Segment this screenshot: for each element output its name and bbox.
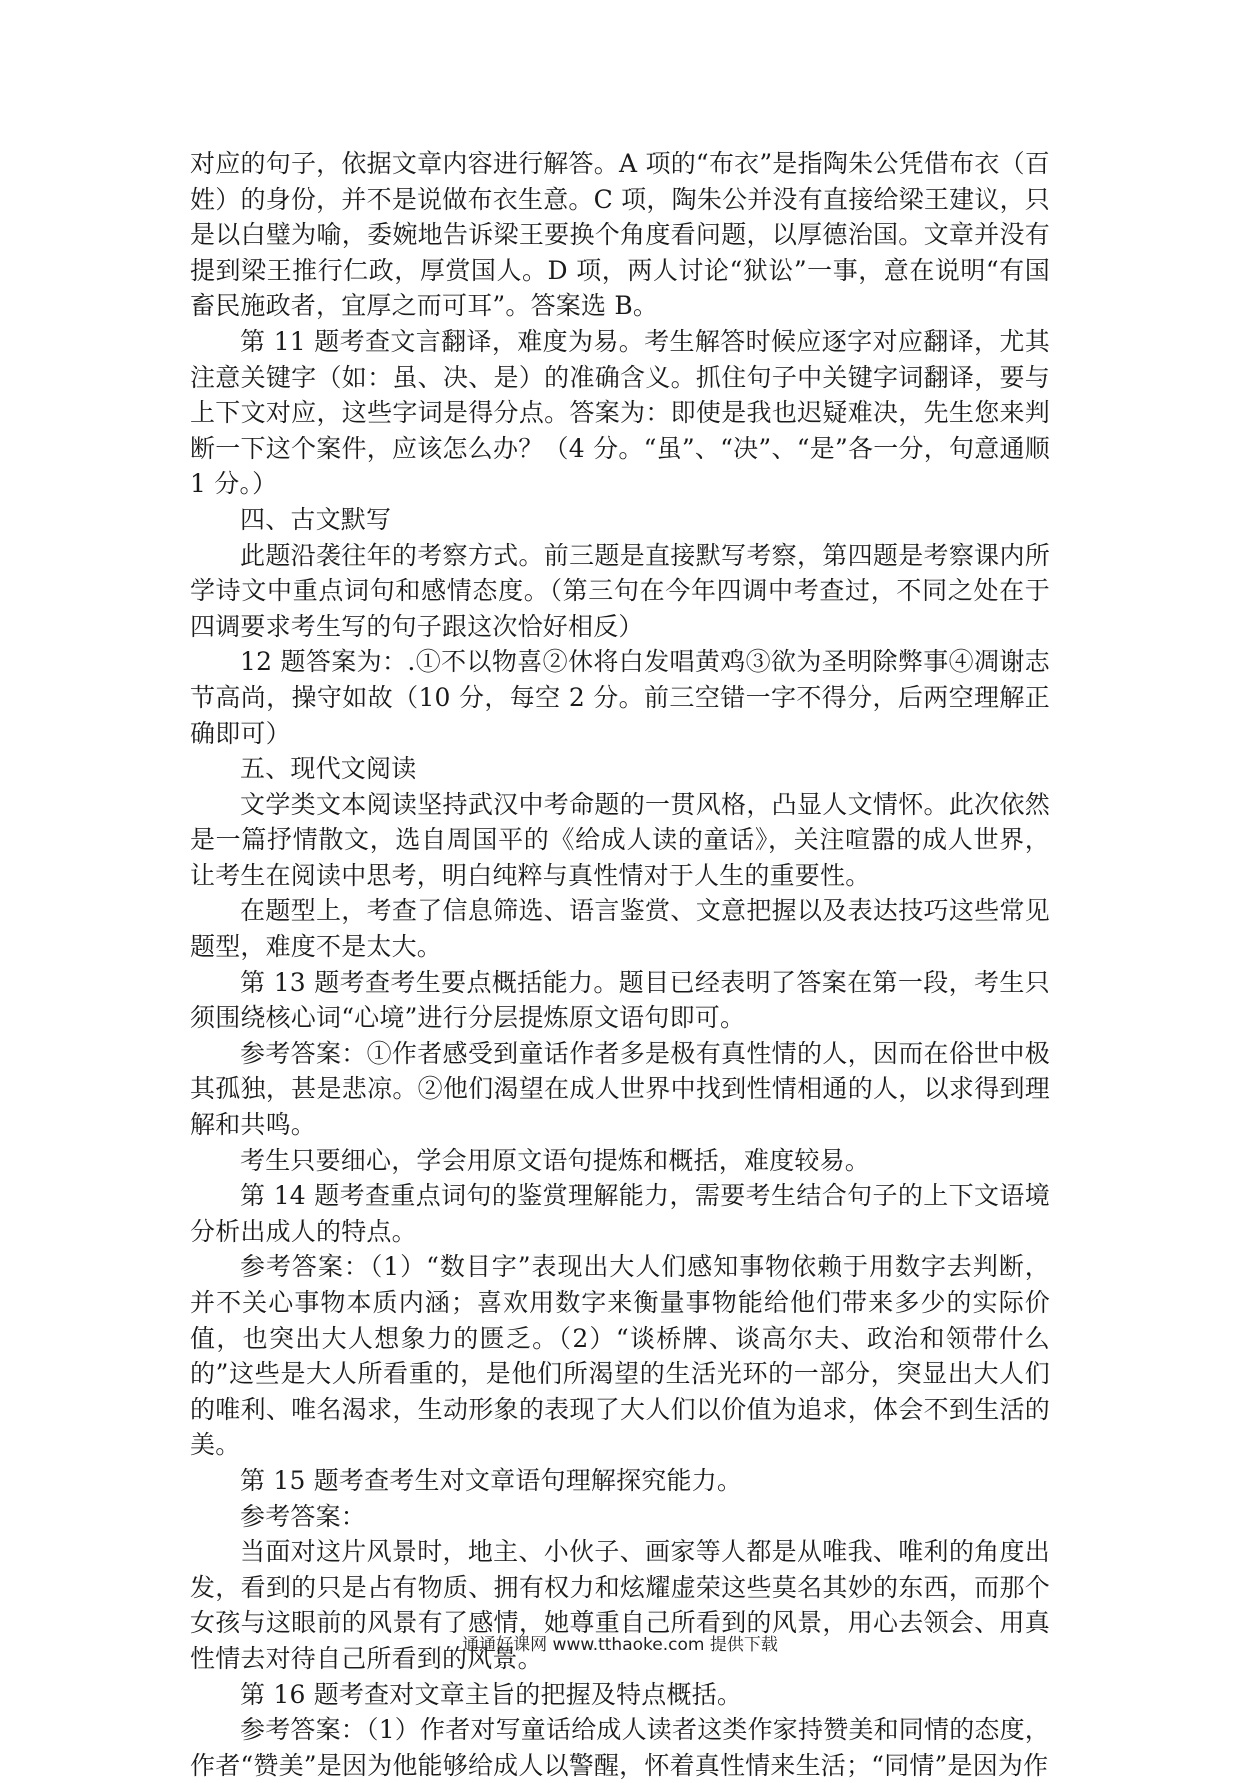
page-footer: 通通好课网 www.tthaoke.com 提供下载 <box>462 1635 778 1655</box>
section-heading-5: 五、现代文阅读 <box>240 754 417 784</box>
paragraph-q14: 第 14 题考查重点词句的鉴赏理解能力，需要考生结合句子的上下文语境分析出成人的特点。 <box>190 1181 1050 1246</box>
paragraph-q15-answer: 当面对这片风景时，地主、小伙子、画家等人都是从唯我、唯利的角度出发，看到的只是占有物质、拥有权力和炫耀虚荣这些莫名其妙的东西，而那个女孩与这眼前的风景有了感情，她尊重自己所看到的风景，用心去领会、用真性情去对待自己所看到的风景。 <box>190 1537 1050 1673</box>
paragraph-q15: 第 15 题考查考生对文章语句理解探究能力。 <box>240 1465 743 1495</box>
paragraph-q11: 第 11 题考查文言翻译，难度为易。考生解答时候应逐字对应翻译，尤其注意关键字（如：虽、决、是）的准确含义。抓住句子中关键字词翻译，要与上下文对应，这些字词是得分点。答案为：即使是我也迟疑难决，先生您来判断一下这个案件，应该怎么办？（4 分。“虽”、“决”、“是”各一分，句意通顺 1 分。） <box>190 326 1050 499</box>
paragraph-q13-answer: 参考答案：①作者感受到童话作者多是极有真性情的人，因而在俗世中极其孤独，甚是悲凉。②他们渴望在成人世界中找到性情相通的人，以求得到理解和共鸣。 <box>190 1038 1050 1140</box>
section-heading-4: 四、古文默写 <box>240 504 392 534</box>
paragraph-modern-reading-intro: 文学类文本阅读坚持武汉中考命题的一贯风格，凸显人文情怀。此次依然是一篇抒情散文，选自周国平的《给成人读的童话》，关注喧嚣的成人世界，让考生在阅读中思考，明白纯粹与真性情对于人生的重要性。 <box>190 789 1050 890</box>
paragraph-q16: 第 16 题考查对文章主旨的把握及特点概括。 <box>240 1679 743 1709</box>
paragraph-q12-answer: 12 题答案为：.①不以物喜②休将白发唱黄鸡③欲为圣明除弊事④凋谢志节高尚，操守如故（10 分，每空 2 分。前三空错一字不得分，后两空理解正确即可） <box>190 647 1050 748</box>
paragraph-q13: 第 13 题考查考生要点概括能力。题目已经表明了答案在第一段，考生只须围绕核心词“心境”进行分层提炼原文语句即可。 <box>190 967 1050 1033</box>
paragraph-dictation-intro: 此题沿袭往年的考察方式。前三题是直接默写考察，第四题是考察课内所学诗文中重点词句和感情态度。（第三句在今年四调中考查过，不同之处在于四调要求考生写的句子跟这次恰好相反） <box>190 540 1050 641</box>
paragraph-q16-answer: 参考答案：（1）作者对写童话给成人读者这类作家持赞美和同情的态度，作者“赞美”是因为他能够给成人以警醒，怀着真性情来生活；“同情”是因为作 <box>190 1715 1051 1780</box>
paragraph-1: 对应的句子，依据文章内容进行解答。A 项的“布衣”是指陶朱公凭借布衣（百姓）的身份，并不是说做布衣生意。C 项，陶朱公并没有直接给梁王建议，只是以白璧为喻，委婉地告诉梁王要换个角度看问题，以厚德治国。文章并没有提到梁王推行仁政，厚赏国人。D 项，两人讨论“狱讼”一事，意在说明“有国畜民施政者，宜厚之而可耳”。答案选 B。 <box>190 149 1050 321</box>
paragraph-q14-answer: 参考答案：（1）“数目字”表现出大人们感知事物依赖于用数字去判断，并不关心事物本质内涵；喜欢用数字来衡量事物能给他们带来多少的实际价值，也突出大人想象力的匮乏。（2）“谈桥牌、谈高尔夫、政治和领带什么的”这些是大人所看重的，是他们所渴望的生活光环的一部分，突显出大人们的唯利、唯名渴求，生动形象的表现了大人们以价值为追求，体会不到生活的美。 <box>190 1252 1050 1460</box>
paragraph-question-types: 在题型上，考查了信息筛选、语言鉴赏、文意把握以及表达技巧这些常见题型，难度不是太大。 <box>190 896 1050 962</box>
document-body <box>190 146 1050 1783</box>
paragraph-q13-note: 考生只要细心，学会用原文语句提炼和概括，难度较易。 <box>240 1145 871 1175</box>
paragraph-q15-answer-label: 参考答案： <box>240 1501 367 1531</box>
